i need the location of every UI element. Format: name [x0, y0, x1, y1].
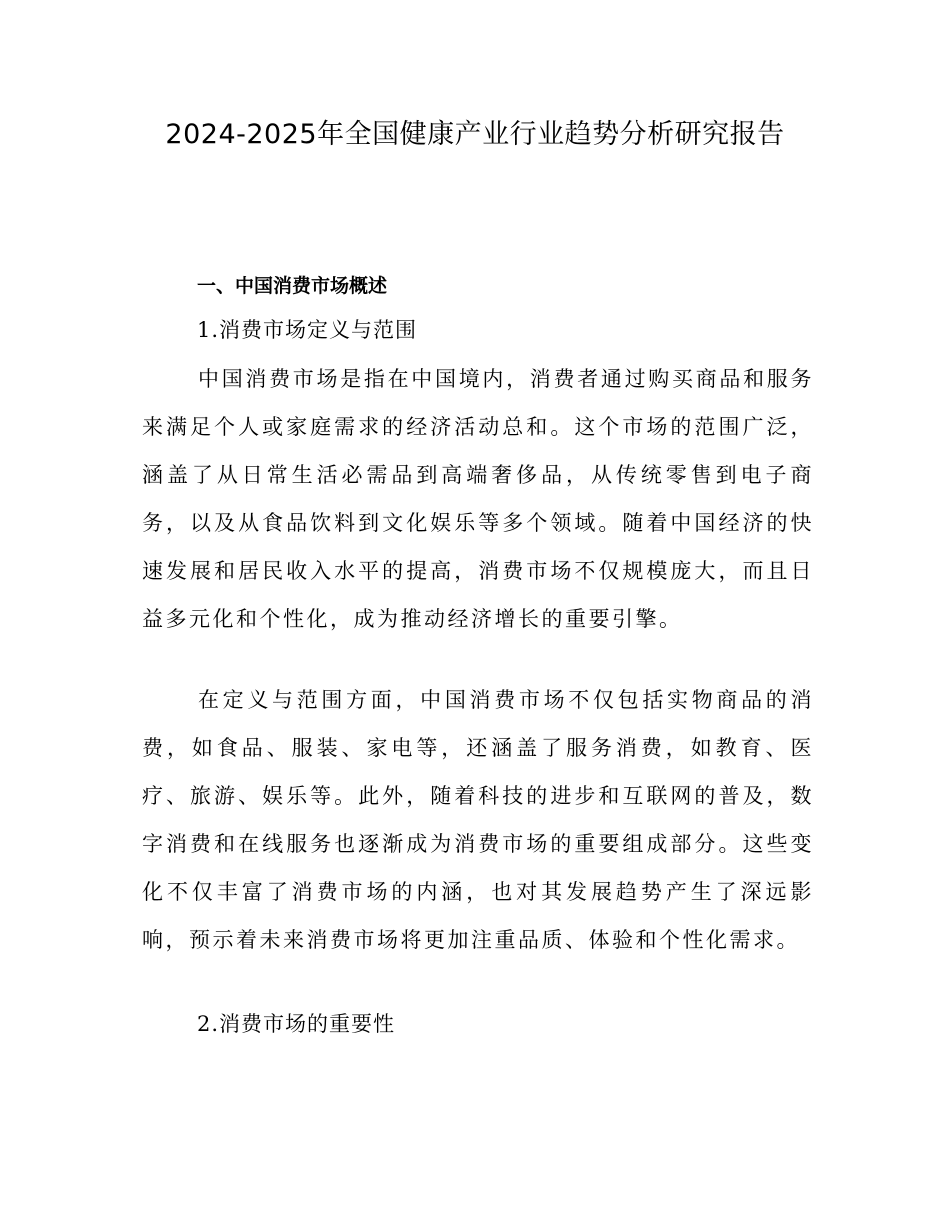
- document-title: 2024-2025年全国健康产业行业趋势分析研究报告: [165, 119, 785, 150]
- subsection-heading-importance: 2.消费市场的重要性: [197, 1012, 396, 1036]
- subsection-heading-definition: 1.消费市场定义与范围: [197, 318, 418, 342]
- body-paragraph: 在定义与范围方面，中国消费市场不仅包括实物商品的消费，如食品、服装、家电等，还涵盖了服务消费，如教育、医疗、旅游、娱乐等。此外，随着科技的进步和互联网的普及，数字消费和在线服务也逐渐成为消费市场的重要组成部分。这些变化不仅丰富了消费市场的内涵，也对其发展趋势产生了深远影响，预示着未来消费市场将更加注重品质、体验和个性化需求。: [142, 688, 814, 952]
- body-paragraph: 中国消费市场是指在中国境内，消费者通过购买商品和服务来满足个人或家庭需求的经济活动总和。这个市场的范围广泛，涵盖了从日常生活必需品到高端奢侈品，从传统零售到电子商务，以及从食品饮料到文化娱乐等多个领域。随着中国经济的快速发展和居民收入水平的提高，消费市场不仅规模庞大，而且日益多元化和个性化，成为推动经济增长的重要引擎。: [142, 367, 814, 631]
- section-heading: 一、中国消费市场概述: [197, 275, 388, 297]
